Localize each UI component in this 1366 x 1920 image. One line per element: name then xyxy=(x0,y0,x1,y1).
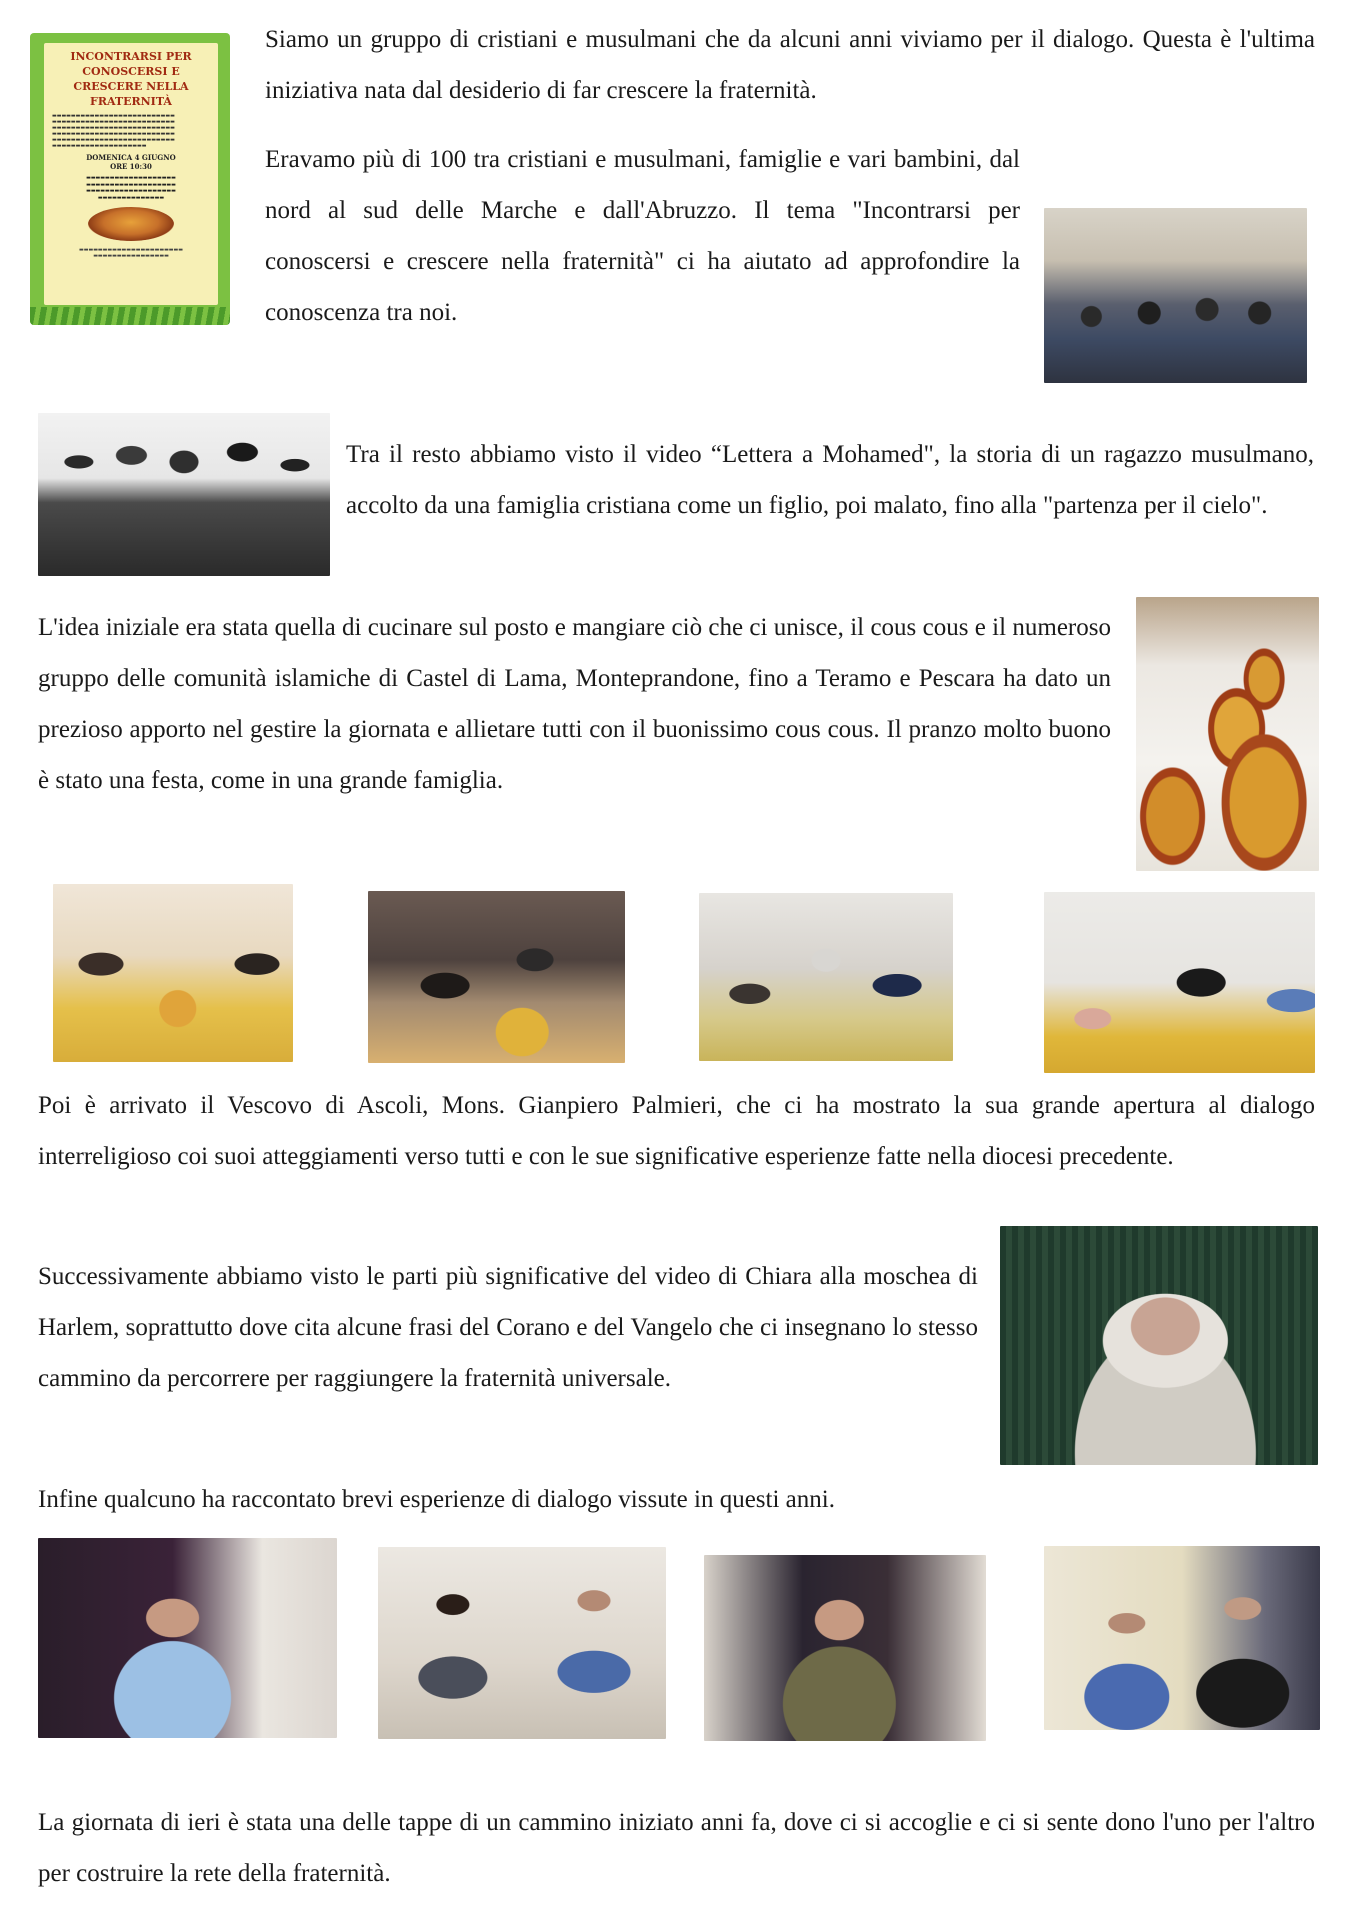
flyer-panel xyxy=(44,43,218,305)
speaker-photo-4 xyxy=(1044,1546,1320,1730)
audience-photo xyxy=(1044,208,1307,383)
couscous-plates-photo xyxy=(1136,597,1319,871)
speaker-photo-1 xyxy=(38,1538,337,1738)
bishop-paragraph: Poi è arrivato il Vescovo di Ascoli, Mons. Gianpiero Palmieri, che ci ha mostrato la sua grande apertura al dialogo interreligioso coi suoi atteggiamenti verso tutti e con le sue significative esperienze fatte nella diocesi precedente. xyxy=(38,1092,1315,1170)
chiara-video-paragraph: Successivamente abbiamo visto le parti più significative del video di Chiara alla moschea di Harlem, soprattutto dove cita alcune frasi del Corano e del Vangelo che ci insegnano lo stesso cammino da percorrere per raggiungere la fraternità universale. xyxy=(38,1263,978,1392)
attendance-paragraph: Eravamo più di 100 tra cristiani e musulmani, famiglie e vari bambini, dal nord al sud delle Marche e dall'Abruzzo. Il tema "Incontrarsi per conoscersi e crescere nella fraternità" ci ha aiutato ad approfondire la conoscenza tra noi. xyxy=(265,146,1020,326)
speaker-photo-3 xyxy=(704,1555,986,1741)
couscous-paragraph: L'idea iniziale era stata quella di cucinare sul posto e mangiare ciò che ci unisce, il cous cous e il numeroso gruppo delle comunità islamiche di Castel di Lama, Monteprandone, fino a Teramo e Pescara ha dato un prezioso apporto nel gestire la giornata e allietare tutti con il buonissimo cous cous. Il pranzo molto buono è stato una festa, come in una grande famiglia. xyxy=(38,614,1111,794)
leaf-border xyxy=(30,307,230,325)
speaker-photo-2 xyxy=(378,1547,666,1739)
intro-paragraph: Siamo un gruppo di cristiani e musulmani che da alcuni anni viviamo per il dialogo. Questa è l'ultima iniziativa nata dal desiderio di far crescere la fraternità. xyxy=(265,26,1315,104)
flyer-venue-text: ▬▬▬▬▬▬▬▬▬▬▬▬▬▬▬▬▬▬▬ ▬▬▬▬▬▬▬▬▬▬▬▬▬▬▬▬▬▬▬ ▬▬▬▬▬▬▬▬▬▬▬▬▬▬▬▬▬▬▬ ▬▬▬▬▬▬▬▬▬▬▬▬▬▬ xyxy=(86,175,176,201)
couscous-dish-illustration xyxy=(88,207,174,241)
event-flyer xyxy=(30,33,230,325)
lunch-photo-1 xyxy=(53,884,293,1062)
bishop-lunch-photo xyxy=(1044,892,1315,1073)
flyer-body-text: ▬▬▬▬▬▬▬▬▬▬▬▬▬▬▬▬▬▬▬▬▬▬▬▬▬▬ ▬▬▬▬▬▬▬▬▬▬▬▬▬▬▬▬▬▬▬▬▬▬▬▬▬▬ ▬▬▬▬▬▬▬▬▬▬▬▬▬▬▬▬▬▬▬▬▬▬▬▬▬▬ ▬▬▬▬▬▬▬▬▬▬▬▬▬▬▬▬▬▬▬▬▬▬▬▬▬▬ ▬▬▬▬▬▬▬▬▬▬▬▬▬▬▬▬▬▬▬▬▬▬▬▬▬▬ ▬▬▬▬▬▬▬▬▬▬▬▬▬▬▬▬▬▬▬▬ xyxy=(52,113,175,149)
lunch-photo-2 xyxy=(368,891,625,1063)
chiara-video-still xyxy=(1000,1226,1318,1465)
flyer-footer-text: ▬▬▬▬▬▬▬▬▬▬▬▬▬▬▬▬▬▬▬▬▬▬ ▬▬▬▬▬▬▬▬▬▬▬▬▬▬▬▬ xyxy=(79,247,183,259)
video-paragraph: Tra il resto abbiamo visto il video “Lettera a Mohamed", la storia di un ragazzo musulmano, accolto da una famiglia cristiana come un figlio, poi malato, fino alla "partenza per il cielo". xyxy=(346,441,1314,519)
experiences-paragraph: Infine qualcuno ha raccontato brevi esperienze di dialogo vissute in questi anni. xyxy=(38,1486,835,1513)
group-portrait-photo xyxy=(38,413,330,576)
flyer-date: DOMENICA 4 GIUGNO xyxy=(86,153,176,162)
flyer-title: INCONTRARSI PER CONOSCERSI E CRESCERE NELLA FRATERNITÀ xyxy=(70,50,192,108)
closing-paragraph: La giornata di ieri è stata una delle tappe di un cammino iniziato anni fa, dove ci si accoglie e ci si sente dono l'uno per l'altro per costruire la rete della fraternità. xyxy=(38,1809,1315,1887)
lunch-photo-3 xyxy=(699,893,953,1061)
flyer-time: ORE 10:30 xyxy=(110,162,152,171)
